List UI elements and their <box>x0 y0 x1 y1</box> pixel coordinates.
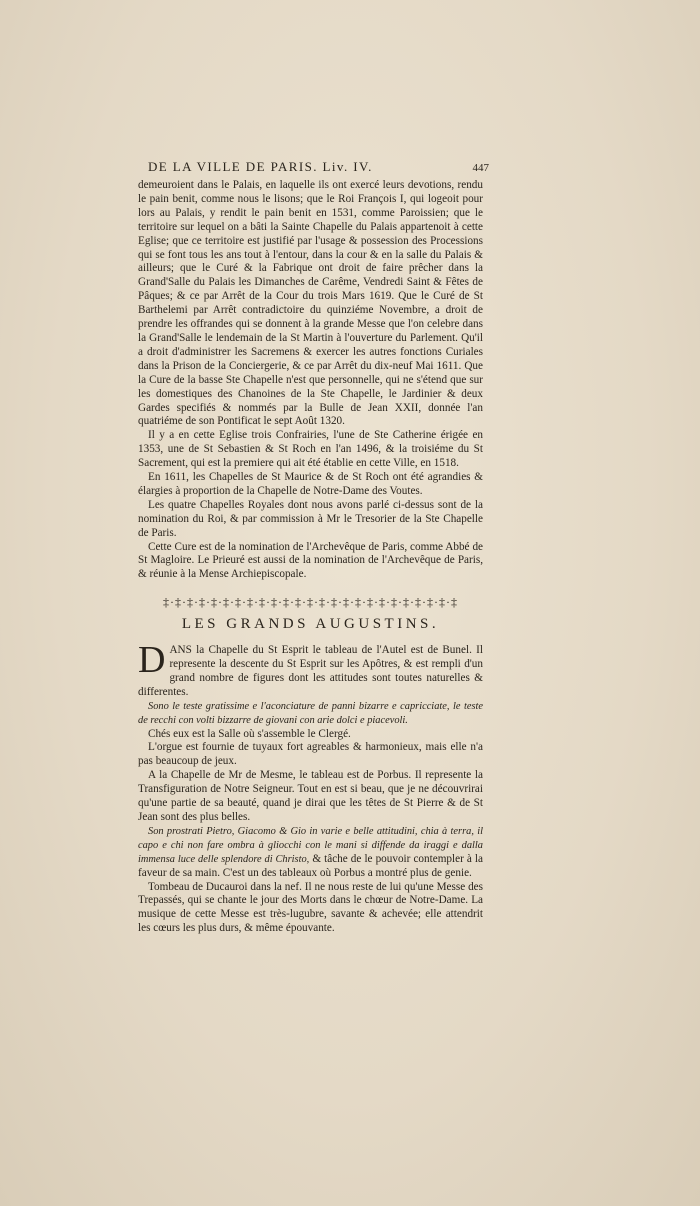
running-head <box>138 159 489 178</box>
body-paragraph: Cette Cure est de la nomination de l'Archevêque de Paris, comme Abbé de St Magloire. Le Prieuré est aussi de la nomination de l'Archevêque de Paris, & réunie à la Mense Archiepiscopale. <box>138 540 483 581</box>
page-number: 447 <box>472 162 489 174</box>
body-paragraph: Il y a en cette Eglise trois Confrairies, l'une de Ste Catherine érigée en 1353, une de St Sebastien & St Roch en l'an 1496, & la troisiéme du St Sacrement, qui est la premiere qui ait été établie en cette Ville, en 1518. <box>138 429 483 470</box>
italian-quotation: Sono le teste gratissime e l'aconciature de panni bizarre e capricciate, le teste de recchi con volti bizzarre de giovani con arie dolci e piacevoli. <box>138 700 483 726</box>
body-paragraph: Les quatre Chapelles Royales dont nous avons parlé ci-dessus sont de la nomination du Roi, & par commission à Mr le Tresorier de la Ste Chapelle de Paris. <box>138 498 483 539</box>
section-paragraph: L'orgue est fournie de tuyaux fort agreables & harmonieux, mais elle n'a pas beaucoup de jeux. <box>138 741 483 768</box>
drop-cap: D <box>138 639 166 682</box>
body-paragraph: demeuroient dans le Palais, en laquelle ils ont exercé leurs devotions, rendu le pain benit, comme nous le lisons; que le Roi François I, qui logeoit pour lors au Palais, y rendit le pain benit en 1531, comme Paroissien; que le territoire sur lequel on a bâti la Sainte Chapelle du Palais appartenoit à cette Eglise; que ce territoire est justifié par l'usage & possession des Processions qui se font tous les ans tout à l'entour, dans la cour & en la salle du Palais & ailleurs; que le Curé & la Fabrique ont droit de faire prêcher dans la Grand'Salle du Palais les Dimanches de Carême, Vendredi Saint & Fêtes de Pâques; & ce par Arrêt de la Cour du trois Mars 1619. Que le Curé de St Barthelemi par Arrêt contradictoire du quinziéme Novembre, a droit de prendre les offrandes qui se donnent à la grande Messe que l'on celebre dans la Grand'Salle le lendemain de la St Martin à l'ouverture du Parlement. Qu'il a droit d'administrer les Sacremens & exercer les autres fonctions Curiales dans la Prison de la Conciergerie, & ce par Arrêt du dix-neuf Mai 1611. Que la Cure de la basse Ste Chapelle n'est que personnelle, qui ne s'étend que sur les domestiques des Chanoines de la Ste Chapelle, le Jardinier & deux Gardes specifiés & nommés par la Bulle de Jean XXII, donnée l'an quatriéme de son Pontificat le sept Août 1320. <box>138 179 483 428</box>
body-paragraph: En 1611, les Chapelles de St Maurice & de St Roch ont été agrandies & élargies à proportion de la Chapelle de Notre-Dame des Voutes. <box>138 471 483 497</box>
decorative-ornament-band: ‡·‡·‡·‡·‡·‡·‡·‡·‡·‡·‡·‡·‡·‡·‡·‡·‡·‡·‡·‡·‡·‡·‡·‡·‡ <box>163 596 458 610</box>
italian-quotation: Son prostrati Pietro, Giacomo & Gio in varie e belle attitudini, chia à terra, il capo e chi non fare ombra à gliocchi con le mani si diffende da iraggi e dalla immensa luce delle splendore di Christo, <box>138 825 483 865</box>
section-paragraph <box>138 825 483 881</box>
running-title: DE LA VILLE DE PARIS. Liv. IV. <box>148 159 373 174</box>
section-paragraph: Tombeau de Ducauroi dans la nef. Il ne nous reste de lui qu'une Messe des Trepassés, qui se chante le jour des Morts dans le chœur de Notre-Dame. La musique de cette Messe est très-lugubre, savante & achevée; elle attendrit les cœurs les plus durs, & même épouvante. <box>138 880 483 935</box>
text-block <box>138 159 489 936</box>
section-paragraph-text: ANS la Chapelle du St Esprit le tableau de l'Autel est de Bunel. Il represente la descente du St Esprit sur les Apôtres, & est rempli d'un grand nombre de figures dont les attitudes sont toutes naturelles & differentes. <box>138 644 483 698</box>
section-paragraph: A la Chapelle de Mr de Mesme, le tableau est de Porbus. Il represente la Transfiguration de Notre Seigneur. Tout en est si beau, que je ne découvrirai qu'une partie de sa beauté, quand je dirai que les têtes de St Pierre & de St Jean sont des plus belles. <box>138 769 483 823</box>
section-title: LES GRANDS AUGUSTINS. <box>181 616 440 633</box>
section-paragraph: Chés eux est la Salle où s'assemble le Clergé. <box>148 727 351 740</box>
section-paragraph <box>138 639 483 700</box>
section-paragraph-text: & tâche de le pouvoir contempler à la faveur de sa main. C'est un des tableaux où Porbus a montré plus de genie. <box>138 852 483 879</box>
